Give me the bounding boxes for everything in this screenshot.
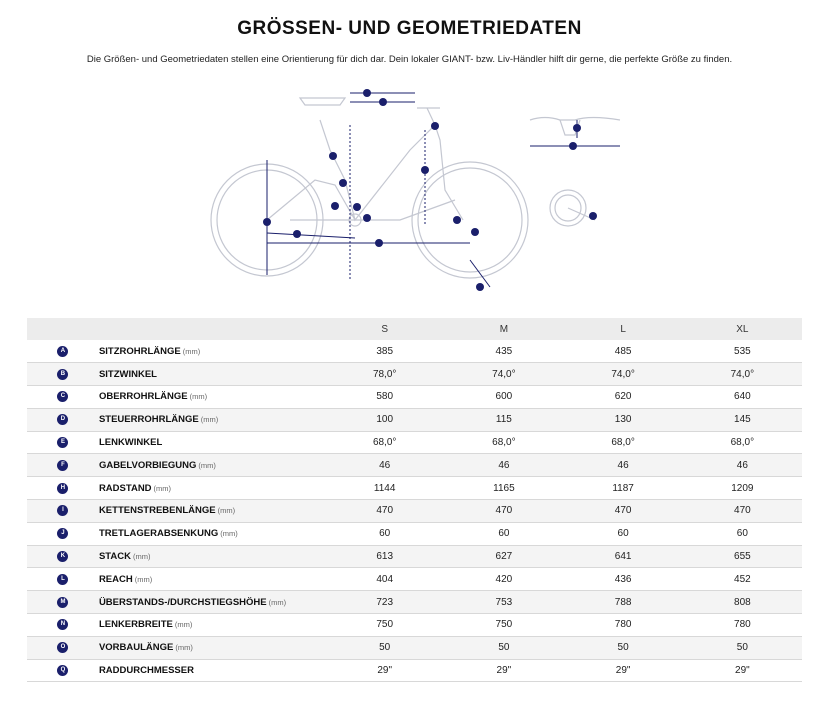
- row-value-m: 68,0°: [492, 437, 516, 449]
- badge-K-icon: [421, 166, 429, 174]
- row-label-cell: [99, 568, 325, 591]
- row-label: LENKWINKEL: [98, 437, 163, 449]
- dimension-badge-icon: Q: [57, 665, 68, 676]
- row-value-m: 435: [495, 345, 513, 357]
- badge-I-icon: [293, 230, 301, 238]
- bike-frame-drawing: [211, 98, 620, 278]
- row-label: STACK: [98, 551, 131, 563]
- row-value-s: 29": [377, 665, 393, 677]
- row-value-s: 46: [379, 459, 391, 471]
- row-badge-cell: [27, 591, 99, 614]
- size-header: L: [620, 323, 626, 335]
- row-label-cell: [99, 363, 325, 386]
- row-label-cell: [99, 454, 325, 477]
- table-row: [27, 568, 802, 591]
- badge-D-icon: [431, 122, 439, 130]
- row-unit: (mm): [132, 552, 151, 562]
- page-subtitle: Die Größen- und Geometriedaten stellen eine Orientierung für dich dar. Dein lokaler GIANT- bzw. Liv-Händler hilft dir gerne, die perfekte Größe zu finden.: [86, 54, 733, 65]
- row-label: LENKERBREITE: [98, 619, 173, 631]
- row-value-l: 50: [617, 642, 629, 654]
- row-label: SITZROHRLÄNGE: [98, 345, 181, 357]
- badge-H-icon: [375, 239, 383, 247]
- row-value-xl: 780: [734, 619, 751, 631]
- row-label: GABELVORBIEGUNG: [98, 459, 197, 471]
- table-row: [27, 386, 802, 409]
- row-value-xl: 50: [736, 642, 748, 654]
- dimension-badge-icon: A: [57, 346, 68, 357]
- row-value-l: 74,0°: [611, 368, 635, 380]
- row-value-l: 641: [614, 551, 632, 563]
- row-value-m: 60: [498, 528, 510, 540]
- row-label-cell: [99, 636, 325, 659]
- row-value-xl: 46: [736, 459, 748, 471]
- row-label: TRETLAGERABSENKUNG: [98, 528, 219, 540]
- dimension-badge-icon: N: [57, 619, 68, 630]
- row-badge-cell: [27, 408, 99, 431]
- row-value-s: 470: [376, 505, 394, 517]
- table-row: [27, 545, 802, 568]
- row-badge-cell: [27, 522, 99, 545]
- dimension-badge-icon: B: [57, 369, 68, 380]
- header-label-col: [99, 318, 325, 340]
- dimension-badge-icon: H: [57, 483, 68, 494]
- badge-P-icon: [589, 212, 597, 220]
- row-badge-cell: [27, 614, 99, 637]
- row-value-l: 620: [614, 391, 632, 403]
- row-label-cell: [99, 340, 325, 363]
- row-value-xl: 655: [734, 551, 751, 563]
- row-value-m: 627: [495, 551, 513, 563]
- row-value-m: 46: [498, 459, 510, 471]
- badge-L-icon: [379, 98, 387, 106]
- dimension-badge-icon: D: [57, 414, 68, 425]
- row-value-m: 29": [496, 665, 512, 677]
- row-value-s: 750: [376, 619, 394, 631]
- row-value-xl: 1209: [731, 482, 754, 494]
- row-unit: (mm): [175, 643, 193, 653]
- table-row: [27, 614, 802, 637]
- row-value-xl: 68,0°: [730, 437, 755, 449]
- dimension-badge-icon: E: [57, 437, 68, 448]
- row-badge-cell: [27, 659, 99, 682]
- row-value-s: 68,0°: [372, 437, 397, 449]
- dimension-badge-icon: J: [57, 528, 68, 539]
- row-label: ÜBERSTANDS-/DURCHSTIEGSHÖHE: [98, 596, 267, 608]
- badge-J-icon: [363, 214, 371, 222]
- row-label-cell: [99, 431, 325, 454]
- row-value-s: 723: [376, 596, 394, 608]
- geometry-table: [27, 318, 802, 682]
- row-label-cell: [99, 614, 325, 637]
- row-value-s: 404: [376, 573, 394, 585]
- row-value-xl: 640: [734, 391, 751, 403]
- row-label: OBERROHRLÄNGE: [98, 391, 188, 403]
- row-unit: (mm): [268, 597, 287, 607]
- row-value-l: 788: [614, 596, 632, 608]
- row-value-s: 580: [376, 391, 394, 403]
- row-value-xl: 808: [734, 596, 751, 608]
- badge-F-icon: [471, 228, 479, 236]
- row-label-cell: [99, 591, 325, 614]
- row-label-cell: [99, 408, 325, 431]
- row-value-m: 420: [495, 573, 513, 585]
- row-badge-cell: [27, 431, 99, 454]
- table-row: [27, 659, 802, 682]
- size-header: M: [499, 323, 509, 335]
- row-label: SITZWINKEL: [98, 368, 157, 380]
- row-label-cell: [99, 500, 325, 523]
- row-value-s: 78,0°: [372, 368, 397, 380]
- table-row: [27, 454, 802, 477]
- badge-C-icon: [363, 89, 371, 97]
- size-header: XL: [736, 323, 749, 335]
- row-unit: (mm): [220, 529, 238, 539]
- badge-A-icon: [339, 179, 347, 187]
- row-value-l: 130: [614, 414, 632, 426]
- badge-B-icon: [329, 152, 337, 160]
- row-label-cell: [99, 659, 325, 682]
- row-label-cell: [99, 522, 325, 545]
- row-value-s: 1144: [373, 482, 396, 494]
- page-title: GRÖSSEN- UND GEOMETRIEDATEN: [237, 18, 582, 39]
- row-value-l: 436: [614, 573, 632, 585]
- row-badge-cell: [27, 545, 99, 568]
- row-value-l: 485: [614, 345, 632, 357]
- row-label: RADDURCHMESSER: [98, 665, 194, 677]
- row-value-m: 753: [495, 596, 513, 608]
- row-unit: (mm): [182, 346, 201, 356]
- row-badge-cell: [27, 386, 99, 409]
- dimension-badge-icon: I: [57, 505, 68, 516]
- row-value-m: 1165: [493, 482, 515, 494]
- table-row: [27, 477, 802, 500]
- badge-M-icon: [353, 203, 361, 211]
- row-unit: (mm): [189, 392, 208, 402]
- row-value-l: 29": [615, 665, 631, 677]
- row-value-m: 750: [495, 619, 513, 631]
- table-row: [27, 408, 802, 431]
- row-value-xl: 452: [734, 573, 751, 585]
- row-value-m: 50: [498, 642, 510, 654]
- row-value-l: 780: [614, 619, 632, 631]
- row-value-xl: 29": [735, 665, 750, 677]
- badge-G-icon: [263, 218, 271, 226]
- row-value-xl: 470: [734, 505, 751, 517]
- row-unit: (mm): [217, 506, 236, 516]
- row-unit: (mm): [174, 620, 193, 630]
- table-row: [27, 636, 802, 659]
- row-value-s: 60: [379, 528, 391, 540]
- row-value-m: 470: [495, 505, 513, 517]
- row-badge-cell: [27, 636, 99, 659]
- badge-Q-icon: [331, 202, 339, 210]
- row-unit: (mm): [134, 574, 153, 584]
- badge-E-icon: [453, 216, 461, 224]
- table-row: [27, 522, 802, 545]
- table-header-row: [27, 318, 802, 340]
- row-label: RADSTAND: [98, 482, 152, 494]
- dimension-badge-icon: O: [57, 642, 68, 653]
- dimension-badge-icon: C: [57, 391, 68, 402]
- row-value-l: 1187: [612, 482, 634, 494]
- row-value-s: 613: [376, 551, 394, 563]
- row-value-s: 385: [376, 345, 394, 357]
- dimension-badge-icon: F: [57, 460, 68, 471]
- size-header: S: [381, 323, 388, 335]
- row-label-cell: [99, 477, 325, 500]
- row-label-cell: [99, 386, 325, 409]
- row-value-l: 68,0°: [611, 437, 635, 449]
- row-label: STEUERROHRLÄNGE: [98, 414, 199, 426]
- table-row: [27, 340, 802, 363]
- badge-N-icon: [569, 142, 577, 150]
- table-row: [27, 363, 802, 386]
- table-row: [27, 591, 802, 614]
- row-value-l: 60: [617, 528, 629, 540]
- geometry-table-wrap: [27, 318, 802, 682]
- row-badge-cell: [27, 568, 99, 591]
- row-value-l: 46: [617, 459, 629, 471]
- geometry-diagram: [195, 80, 635, 300]
- row-value-xl: 535: [734, 345, 751, 357]
- badge-O-icon: [573, 124, 581, 132]
- row-badge-cell: [27, 454, 99, 477]
- row-badge-cell: [27, 500, 99, 523]
- row-label: VORBAULÄNGE: [98, 642, 174, 654]
- row-unit: (mm): [200, 415, 219, 425]
- row-value-xl: 74,0°: [730, 368, 755, 380]
- row-unit: (mm): [153, 483, 172, 493]
- dimension-badge-icon: L: [57, 574, 68, 585]
- row-value-m: 600: [495, 391, 513, 403]
- row-value-m: 74,0°: [492, 368, 516, 380]
- row-badge-cell: [27, 363, 99, 386]
- table-row: [27, 500, 802, 523]
- row-value-m: 115: [495, 414, 512, 426]
- row-label: KETTENSTREBENLÄNGE: [98, 505, 216, 517]
- row-badge-cell: [27, 340, 99, 363]
- row-value-xl: 60: [736, 528, 748, 540]
- row-label-cell: [99, 545, 325, 568]
- dimension-badge-icon: K: [57, 551, 68, 562]
- dimension-badges: [263, 89, 597, 291]
- header-badge-col: [27, 318, 99, 340]
- row-unit: (mm): [198, 460, 216, 470]
- badge-O2-icon: [476, 283, 484, 291]
- table-row: [27, 431, 802, 454]
- row-value-s: 50: [379, 642, 391, 654]
- row-value-s: 100: [376, 414, 394, 426]
- row-label: REACH: [98, 573, 133, 585]
- row-value-xl: 145: [734, 414, 751, 426]
- row-value-l: 470: [614, 505, 632, 517]
- dimension-badge-icon: M: [57, 597, 68, 608]
- row-badge-cell: [27, 477, 99, 500]
